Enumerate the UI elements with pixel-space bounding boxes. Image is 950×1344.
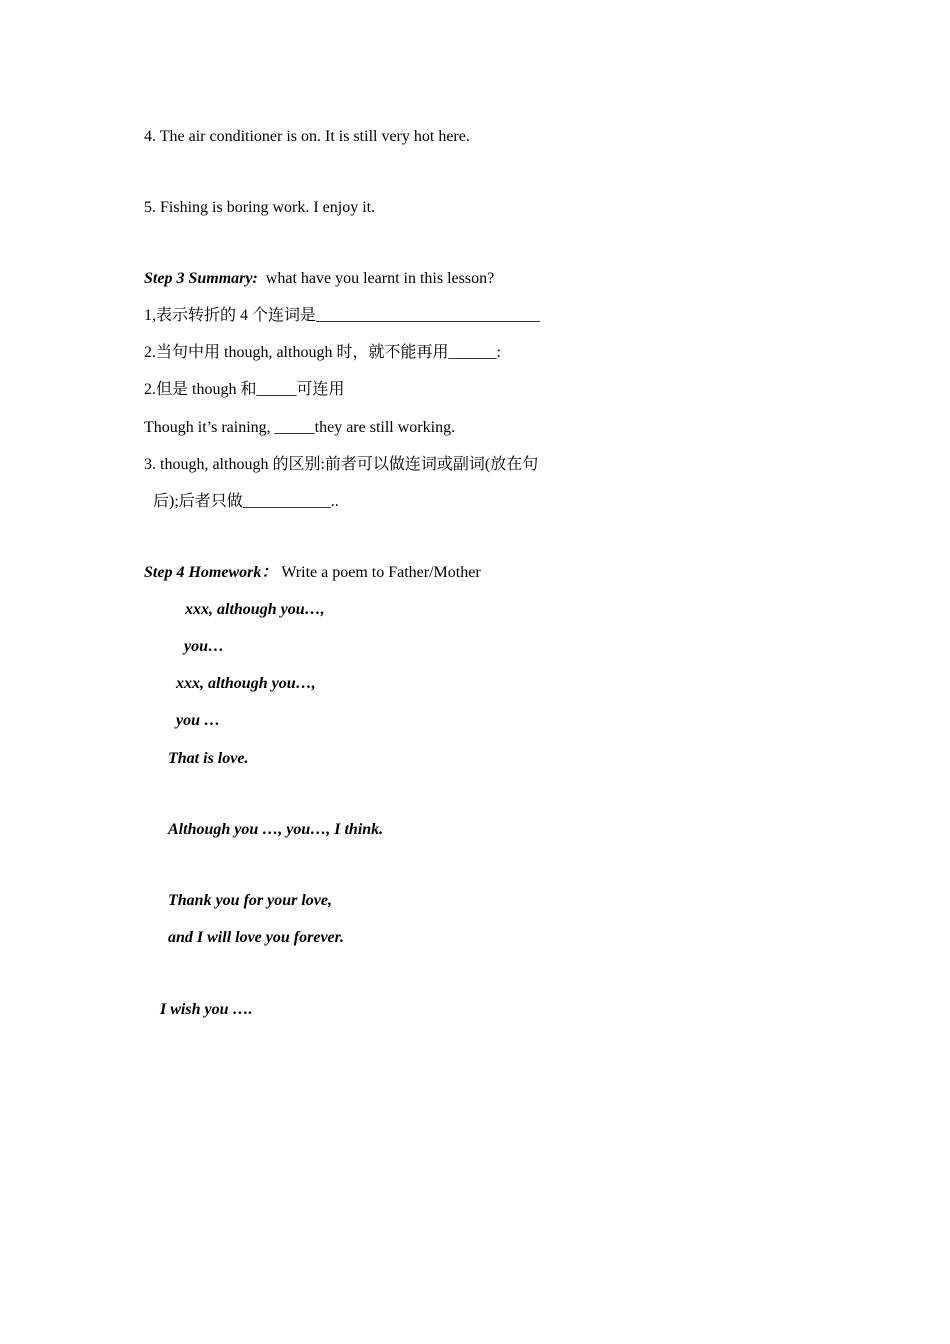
poem-line: That is love. bbox=[168, 750, 249, 767]
summary-heading: Step 3 Summary: bbox=[144, 270, 258, 287]
poem-line: I wish you …. bbox=[160, 1001, 253, 1018]
homework-prompt: Write a poem to Father/Mother bbox=[281, 564, 481, 581]
poem-line: xxx, although you…, bbox=[176, 675, 316, 692]
homework-heading-line bbox=[144, 563, 481, 583]
homework-heading: Step 4 Homework： bbox=[144, 564, 278, 581]
poem-line: you … bbox=[176, 712, 220, 729]
exercise-4: 4. The air conditioner is on. It is still very hot here. bbox=[144, 128, 470, 145]
summary-item: 2.但是 though 和_____可连用 bbox=[144, 381, 345, 398]
poem-line: Thank you for your love, bbox=[168, 892, 332, 909]
poem-line: and I will love you forever. bbox=[168, 929, 344, 946]
summary-item: 后);后者只做___________.. bbox=[153, 493, 339, 510]
summary-item: Though it’s raining, _____they are still working. bbox=[144, 419, 456, 436]
summary-item: 3. though, although 的区别:前者可以做连词或副词(放在句 bbox=[144, 456, 539, 473]
summary-item: 1,表示转折的 4 个连词是____________________________ bbox=[144, 307, 541, 324]
summary-heading-line bbox=[144, 269, 494, 289]
exercise-5: 5. Fishing is boring work. I enjoy it. bbox=[144, 199, 376, 216]
summary-prompt: what have you learnt in this lesson? bbox=[265, 270, 495, 287]
summary-item: 2.当句中用 though, although 时，就不能再用______: bbox=[144, 344, 501, 361]
poem-line: xxx, although you…, bbox=[185, 601, 325, 618]
poem-line: Although you …, you…, I think. bbox=[168, 821, 384, 838]
poem-line: you… bbox=[184, 638, 224, 655]
